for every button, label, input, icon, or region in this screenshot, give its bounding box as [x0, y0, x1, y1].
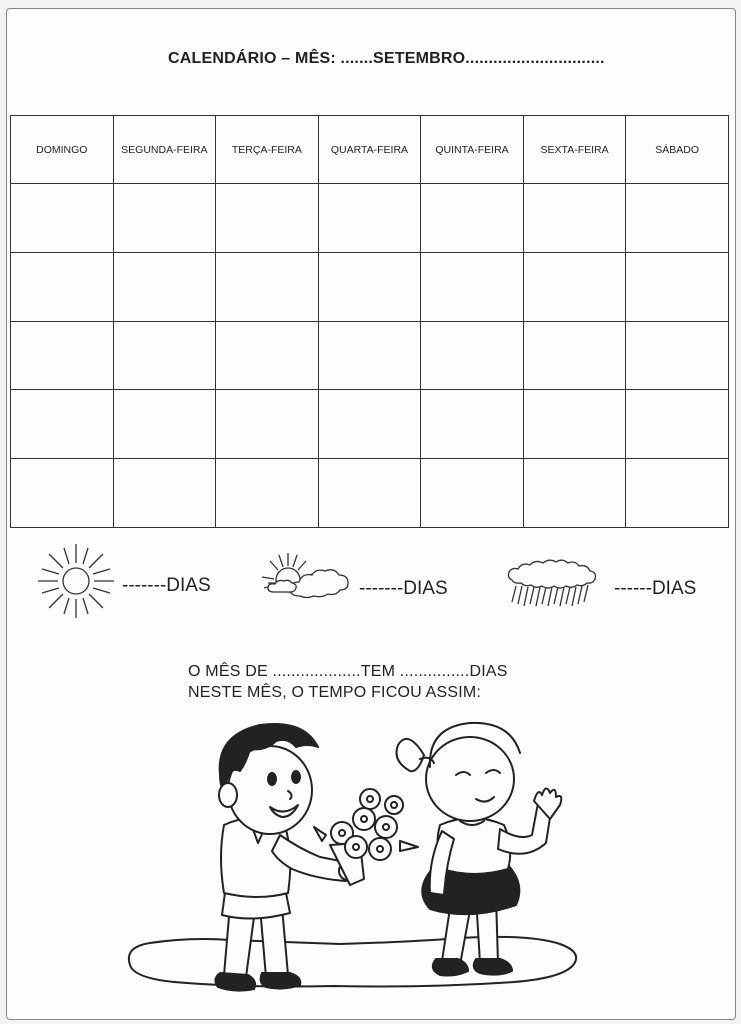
calendar-week-row: [11, 184, 729, 253]
day-cell: [421, 321, 524, 390]
weekday-wednesday: QUARTA-FEIRA: [318, 116, 421, 184]
day-cell: [626, 252, 729, 321]
weather-summary-question: NESTE MÊS, O TEMPO FICOU ASSIM:: [188, 684, 482, 701]
calendar-week-row: [11, 390, 729, 459]
rainy-days-label: ------DIAS: [614, 578, 697, 599]
weekday-monday: SEGUNDA-FEIRA: [113, 116, 216, 184]
day-cell: [216, 184, 319, 253]
day-cell: [523, 252, 626, 321]
day-cell: [318, 459, 421, 528]
children-flowers-illustration: [120, 715, 600, 1015]
day-cell: [523, 459, 626, 528]
sun-cloud-icon: [260, 552, 352, 604]
day-cell: [11, 321, 114, 390]
calendar-week-row: [11, 321, 729, 390]
day-cell: [113, 184, 216, 253]
day-cell: [11, 184, 114, 253]
day-cell: [216, 390, 319, 459]
rain-cloud-icon: [506, 560, 604, 610]
day-cell: [626, 390, 729, 459]
day-cell: [626, 321, 729, 390]
weekday-friday: SEXTA-FEIRA: [523, 116, 626, 184]
weekday-tuesday: TERÇA-FEIRA: [216, 116, 319, 184]
day-cell: [216, 252, 319, 321]
calendar-grid: [10, 115, 729, 528]
page-title: CALENDÁRIO – MÊS: .......SETEMBRO..............................: [168, 50, 605, 67]
day-cell: [318, 184, 421, 253]
day-cell: [113, 459, 216, 528]
day-cell: [626, 184, 729, 253]
day-cell: [113, 390, 216, 459]
day-cell: [318, 252, 421, 321]
sun-icon: [36, 543, 116, 619]
day-cell: [421, 252, 524, 321]
day-cell: [626, 459, 729, 528]
day-cell: [11, 390, 114, 459]
calendar-header-row: [11, 116, 729, 184]
day-cell: [421, 390, 524, 459]
day-cell: [11, 252, 114, 321]
day-cell: [523, 184, 626, 253]
day-cell: [318, 390, 421, 459]
day-cell: [113, 252, 216, 321]
day-cell: [421, 184, 524, 253]
day-cell: [113, 321, 216, 390]
weekday-thursday: QUINTA-FEIRA: [421, 116, 524, 184]
day-cell: [216, 459, 319, 528]
sunny-days-label: -------DIAS: [122, 575, 211, 596]
calendar-week-row: [11, 252, 729, 321]
day-cell: [318, 321, 421, 390]
day-cell: [421, 459, 524, 528]
day-cell: [523, 390, 626, 459]
day-cell: [216, 321, 319, 390]
weekday-sunday: DOMINGO: [11, 116, 114, 184]
partly-cloudy-days-label: -------DIAS: [359, 578, 448, 599]
day-cell: [523, 321, 626, 390]
day-cell: [11, 459, 114, 528]
month-days-question: O MÊS DE ...................TEM ...............DIAS: [188, 663, 508, 680]
weekday-saturday: SÁBADO: [626, 116, 729, 184]
calendar-week-row: [11, 459, 729, 528]
